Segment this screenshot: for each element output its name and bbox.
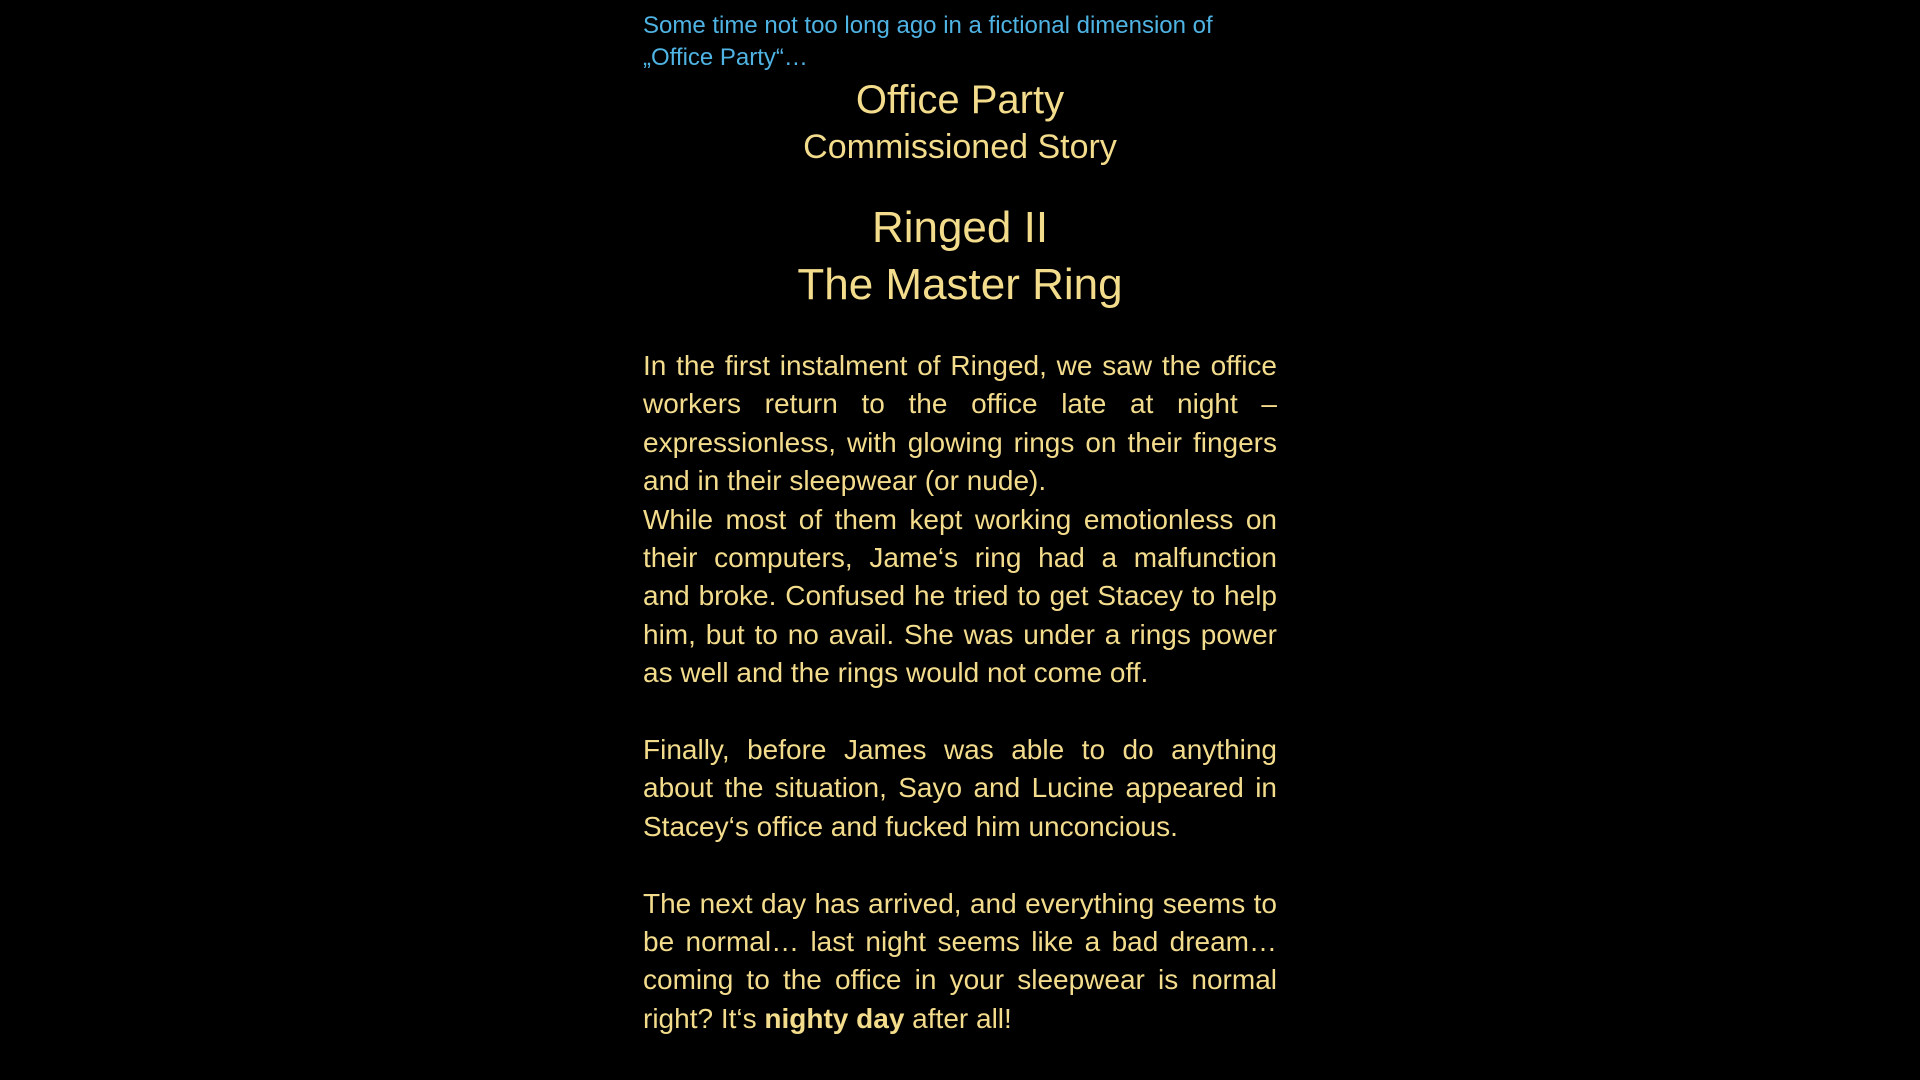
series-subtitle: Commissioned Story — [803, 128, 1117, 166]
paragraph-4-text: The next day has arrived, and everything seems to be normal… last night seems like a bad dream… coming to the office in your sleepwear is normal right? It‘s — [643, 887, 1277, 1034]
paragraph-2: While most of them kept working emotionless on their computers, Jame‘s ring had a malfunction and broke. Confused he tried to get Stacey to help him, but to no avail. She was under a rings power as well and the rings would not come off. — [643, 503, 1277, 689]
paragraph-4 — [643, 885, 1277, 1039]
paragraph-spacer — [643, 846, 1277, 884]
nighty-day-emphasis: nighty day — [764, 1002, 905, 1034]
paragraph-spacer — [643, 693, 1277, 731]
paragraph-1: In the first instalment of Ringed, we saw the office workers return to the office late at night – expressionless, with glowing rings on their fingers and in their sleepwear (or nude). — [643, 350, 1277, 497]
story-body — [643, 347, 1277, 1038]
paragraph-3: Finally, before James was able to do anything about the situation, Sayo and Lucine appeared in Stacey‘s office and fucked him unconcious. — [643, 734, 1277, 842]
series-title: Office Party — [855, 78, 1065, 122]
intro-text: Some time not too long ago in a fictional dimension of „Office Party“… — [643, 12, 1213, 71]
paragraph-4-ending: after all! — [904, 1002, 1012, 1034]
story-subtitle: The Master Ring — [797, 260, 1123, 309]
story-title: Ringed II — [871, 203, 1049, 252]
story-crawl — [643, 0, 1277, 1080]
